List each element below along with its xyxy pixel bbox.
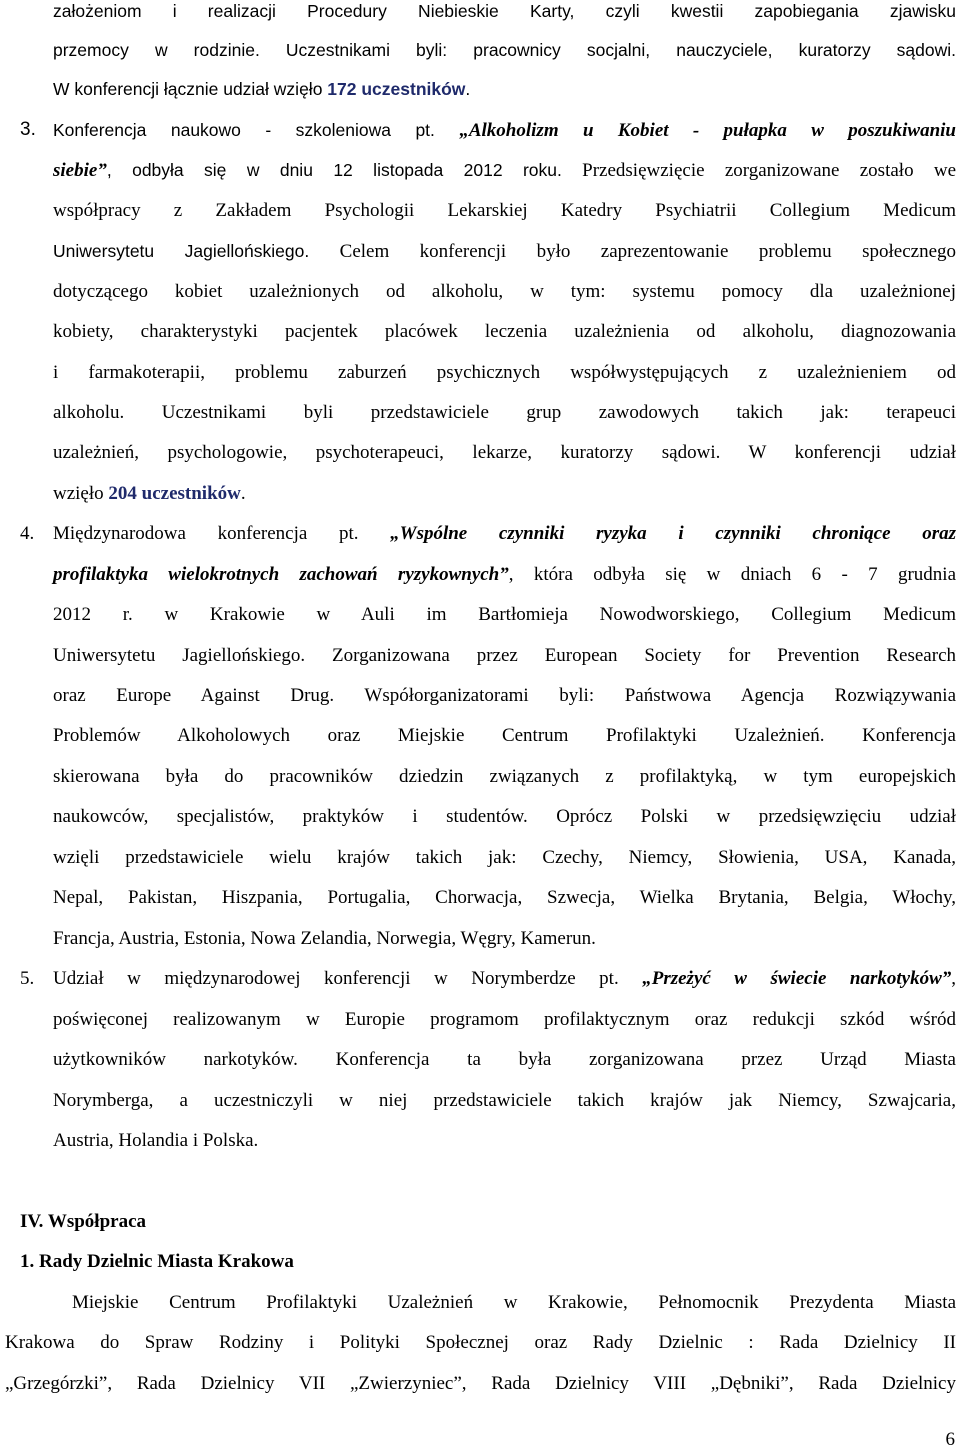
subsection-heading: 1. Rady Dzielnic Miasta Krakowa bbox=[20, 1251, 294, 1272]
text: . bbox=[240, 483, 246, 504]
paragraph-line: Problemów Alkoholowych oraz Miejskie Centrum Profilaktyki Uzależnień. Konferencja bbox=[53, 725, 956, 746]
paragraph-line: Austria, Holandia i Polska. bbox=[53, 1130, 259, 1151]
conference-title: „Wspólne czynniki ryzyka i czynniki chroniące oraz bbox=[390, 523, 956, 544]
text: , bbox=[951, 968, 957, 989]
paragraph-line: 2012 r. w Krakowie w Auli im Bartłomieja Nowodworskiego, Collegium Medicum bbox=[53, 604, 956, 625]
paragraph-line: Krakowa do Spraw Rodziny i Polityki Społecznej oraz Rady Dzielnic : Rada Dzielnicy II bbox=[5, 1332, 956, 1353]
paragraph-line: Francja, Austria, Estonia, Nowa Zelandia, Norwegia, Węgry, Kamerun. bbox=[53, 928, 596, 949]
paragraph-line: wzięli przedstawiciele wielu krajów takich jak: Czechy, Niemcy, Słowienia, USA, Kanada, bbox=[53, 847, 956, 868]
text: Udział w międzynarodowej konferencji w Norymberdze pt. bbox=[53, 968, 643, 989]
paragraph-line: i farmakoterapii, problemu zaburzeń psychicznych współwystępujących z uzależnieniem od bbox=[53, 362, 956, 383]
paragraph-line: kobiety, charakterystyki pacjentek placówek leczenia uzależnienia od alkoholu, diagnozowania bbox=[53, 321, 956, 342]
section-heading: IV. Współpraca bbox=[20, 1211, 146, 1232]
list-number: 4. bbox=[20, 523, 35, 544]
conference-title: profilaktyka wielokrotnych zachowań ryzykownych” bbox=[53, 564, 509, 585]
paragraph-line: Uniwersytetu Jagiellońskiego. Zorganizowana przez European Society for Prevention Research bbox=[53, 645, 956, 666]
text: W konferencji łącznie udział wzięło bbox=[53, 79, 328, 99]
text: Przedsięwzięcie zorganizowane zostało we bbox=[561, 160, 957, 181]
text: wzięło bbox=[53, 483, 109, 504]
paragraph-line bbox=[53, 239, 956, 264]
text: Celem konferencji było zaprezentowanie problemu społecznego bbox=[309, 241, 956, 262]
paragraph-line: alkoholu. Uczestnikami byli przedstawiciele grup zawodowych takich jak: terapeuci bbox=[53, 402, 956, 423]
paragraph-line bbox=[53, 118, 956, 143]
paragraph-line bbox=[53, 522, 956, 546]
paragraph-line bbox=[53, 967, 956, 991]
participant-count: 204 uczestników bbox=[108, 483, 241, 504]
conference-title: „Przeżyć w świecie narkotyków” bbox=[642, 968, 952, 989]
paragraph-line: skierowana była do pracowników dziedzin związanych z profilaktyką, w tym europejskich bbox=[53, 766, 956, 787]
text: , odbyła się w dniu 12 listopada 2012 roku. bbox=[106, 160, 562, 180]
paragraph-line: naukowców, specjalistów, praktyków i studentów. Oprócz Polski w przedsięwzięciu udział bbox=[53, 806, 956, 827]
text: Uniwersytetu Jagiellońskiego. bbox=[53, 241, 310, 261]
paragraph-line: współpracy z Zakładem Psychologii Lekarskiej Katedry Psychiatrii Collegium Medicum bbox=[53, 200, 956, 221]
paragraph-line: założeniom i realizacji Procedury Niebieskie Karty, czyli kwestii zapobiegania zjawisku bbox=[53, 1, 956, 21]
text: Konferencja naukowo - szkoleniowa pt. bbox=[53, 120, 460, 140]
paragraph-line bbox=[53, 77, 470, 101]
list-number: 3. bbox=[20, 119, 36, 140]
participant-count: 172 uczestników bbox=[327, 79, 466, 99]
paragraph-line: poświęconej realizowanym w Europie programom profilaktycznym oraz redukcji szkód wśród bbox=[53, 1009, 956, 1030]
paragraph-line: dotyczącego kobiet uzależnionych od alkoholu, w tym: systemu pomocy dla uzależnionej bbox=[53, 281, 956, 302]
page-number: 6 bbox=[945, 1429, 955, 1450]
paragraph-line: Nepal, Pakistan, Hiszpania, Portugalia, Chorwacja, Szwecja, Wielka Brytania, Belgia, Włochy, bbox=[53, 887, 956, 908]
paragraph-line: Norymberga, a uczestniczyli w niej przedstawiciele takich krajów jak Niemcy, Szwajcaria, bbox=[53, 1090, 956, 1111]
conference-title: siebie” bbox=[53, 160, 107, 181]
text: , która odbyła się w dniach 6 - 7 grudnia bbox=[508, 564, 956, 585]
paragraph-line bbox=[53, 482, 246, 506]
text: Międzynarodowa konferencja pt. bbox=[53, 523, 391, 544]
paragraph-line: oraz Europe Against Drug. Współorganizatorami byli: Państwowa Agencja Rozwiązywania bbox=[53, 685, 956, 706]
paragraph-line: Miejskie Centrum Profilaktyki Uzależnień w Krakowie, Pełnomocnik Prezydenta Miasta bbox=[72, 1292, 956, 1313]
paragraph-line bbox=[53, 563, 956, 587]
paragraph-line: uzależnień, psychologowie, psychoterapeuci, lekarze, kuratorzy sądowi. W konferencji udział bbox=[53, 442, 956, 463]
paragraph-line: użytkowników narkotyków. Konferencja ta była zorganizowana przez Urząd Miasta bbox=[53, 1049, 956, 1070]
conference-title: „Alkoholizm u Kobiet - pułapka w poszukiwaniu bbox=[459, 120, 956, 141]
text: . bbox=[465, 79, 471, 99]
paragraph-line: przemocy w rodzinie. Uczestnikami byli: pracownicy socjalni, nauczyciele, kuratorzy sądowi. bbox=[53, 40, 956, 60]
paragraph-line bbox=[53, 158, 956, 183]
list-number: 5. bbox=[20, 968, 35, 989]
paragraph-line: „Grzegórzki”, Rada Dzielnicy VII „Zwierzyniec”, Rada Dzielnicy VIII „Dębniki”, Rada Dzielnicy bbox=[5, 1373, 956, 1394]
